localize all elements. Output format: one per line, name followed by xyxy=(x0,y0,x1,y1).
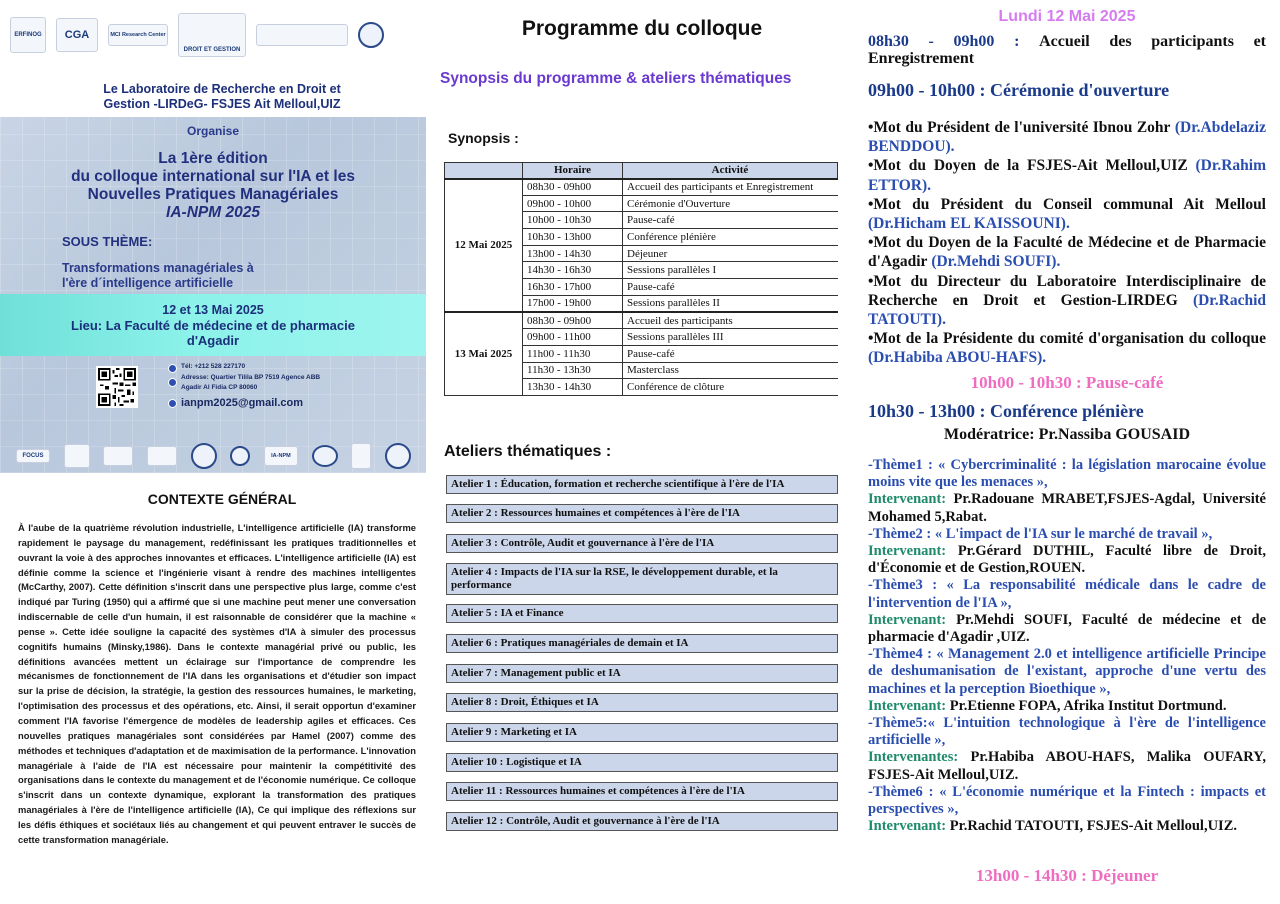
email-row[interactable] xyxy=(168,397,303,409)
sous-theme-label: SOUS THÈME: xyxy=(62,234,153,249)
contexte-body: À l'aube de la quatrième révolution industrielle, L'intelligence artificielle (IA) transforme rapidement le paysage du management, redéfinissant les pratiques traditionnelles et ouvrant la voie à des approches innovantes et efficaces. L'intelligence artificielle (IA) est définie comme la science et l'ingénierie visant à rendre des machines intelligentes (McCarthy, 2007). Cette définition s'inscrit dans une perspective plus large, comme c'est indiqué par Turing (1950) qui a affirmé que si une machine peut mener une conversation indiscernable de celle d'un humain, il est raisonnable de considérer que la machine « pense ». Cette idée souligne la capacité des systèmes d'IA à simuler des processus cognitifs humains (Minsky,1986). Dans le contexte managérial privé ou public, les définitions avancées mettent un éclairage sur l'importance de comprendre les mécanismes de fonctionnement de l'IA dans les organisations et d'étudier son impact sur la prise de décision, la stratégie, la gestion des ressources humaines, le marketing, l'optimisation des processus et des opérations, etc. Ainsi, il serait opportun d'examiner comment l'IA favorise l'émergence de modèles de leadership agiles et efficaces. Ces nouvelles pratiques managériales sont considérées par Hamel (2007) comme des méthodes et techniques d'adaptation et de maximisation de la performance. L'innovation managériale à l'aide de l'IA est nécessaire pour maintenir la compétitivité des organisations dans le contexte du management et de l'économie numérique. Ce colloque s'inscrit dans un contexte dynamique, explorant la transformation des pratiques managériales à l'ère de l'intelligence artificielle (IA), Ce qui implique des réflexions sur les défis éthiques et sociétaux liés au changement et qui peuvent entraver le succès de cette transformation managériale. xyxy=(18,522,416,845)
theme-item xyxy=(868,526,1266,578)
ateliers-label: Ateliers thématiques : xyxy=(444,443,612,460)
event-location: Lieu: La Faculté de médecine et de pharmacie d'Agadir xyxy=(71,318,355,348)
schedule-day: 13 Mai 2025 xyxy=(445,312,523,395)
organise-label: Organise xyxy=(186,124,240,138)
partner-logo-10 xyxy=(385,443,411,469)
speech-item: •Mot du Doyen de la Faculté de Médecine et de Pharmacie d'Agadir (Dr.Mehdi SOUFI). xyxy=(868,234,1266,271)
address-row: Adresse: Quartier Tilila BP 7519 Agence ABB Agadir Al Fidia CP 80060 xyxy=(168,373,320,393)
email-icon xyxy=(168,399,177,408)
col-horaire: Horaire xyxy=(523,163,623,179)
email-link[interactable]: ianpm2025@gmail.com xyxy=(181,397,303,409)
seal-logo xyxy=(358,22,384,48)
speech-item: •Mot de la Présidente du comité d'organisation du colloque (Dr.Habiba ABOU-HAFS). xyxy=(868,330,1266,367)
speaker-name: (Dr.Rachid TATOUTI). xyxy=(868,291,1267,329)
speech-item: •Mot du Doyen de la FSJES-Ait Melloul,UIZ (Dr.Rahim ETTOR). xyxy=(868,157,1266,194)
ceremonie-heading: 09h00 - 10h00 : Cérémonie d'ouverture xyxy=(868,80,1170,100)
schedule-activity: Sessions parallèles I xyxy=(623,262,838,279)
partner-logo-5 xyxy=(191,443,217,469)
schedule-time: 13h00 - 14h30 xyxy=(523,245,623,262)
speaker-name: (Dr.Abdelaziz BENDDOU). xyxy=(868,119,1266,156)
schedule-day: 12 Mai 2025 xyxy=(445,179,523,313)
moderatrice: Modératrice: Pr.Nassiba GOUSAID xyxy=(943,426,1191,443)
theme-title: -Thème3 : « La responsabilité médicale dans le cadre de l'intervention de l'IA », xyxy=(868,577,1266,611)
partner-logo-9 xyxy=(351,443,371,469)
schedule-time: 14h30 - 16h30 xyxy=(523,262,623,279)
theme-speaker: Intervenantes: Pr.Habiba ABOU-HAFS, Malika OUFARY, FSJES-Ait Melloul,UIZ. xyxy=(868,749,1266,783)
location-pin-icon xyxy=(168,378,177,387)
arabic-institution-logo xyxy=(256,24,348,46)
mci-logo: MCI Research Center xyxy=(108,24,168,46)
focus-logo: FOCUS xyxy=(16,449,50,463)
schedule-activity: Conférence plénière xyxy=(623,229,838,246)
schedule-time: 17h00 - 19h00 xyxy=(523,295,623,312)
partner-logo-6 xyxy=(230,446,250,466)
qr-code[interactable] xyxy=(96,366,138,408)
theme-speaker: Intervenant: Pr.Radouane MRABET,FSJES-Agdal, Université Mohamed 5,Rabat. xyxy=(868,491,1266,525)
schedule-row xyxy=(445,179,838,196)
theme-item xyxy=(868,457,1266,526)
speaker-name: (Dr.Habiba ABOU-HAFS). xyxy=(868,349,1047,367)
schedule-activity: Pause-café xyxy=(623,212,838,229)
contexte-title: CONTEXTE GÉNÉRAL xyxy=(147,491,297,507)
header-logos xyxy=(10,10,420,60)
atelier-item: Atelier 10 : Logistique et IA xyxy=(446,753,838,772)
conference-themes xyxy=(868,457,1266,835)
schedule-activity: Accueil des participants xyxy=(623,312,838,329)
date-location-band xyxy=(0,294,426,356)
event-dates: 12 et 13 Mai 2025 xyxy=(162,303,264,317)
theme-item xyxy=(868,577,1266,646)
speaker-name: (Dr.Mehdi SOUFI). xyxy=(931,253,1061,271)
atelier-item: Atelier 9 : Marketing et IA xyxy=(446,723,838,742)
synopsis-subtitle: Synopsis du programme & ateliers thématiques xyxy=(440,70,792,87)
atelier-item: Atelier 4 : Impacts de l'IA sur la RSE, le développement durable, et la performance xyxy=(446,563,838,595)
theme-title: -Thème5:« L'intuition technologique à l'ère de l'intelligence artificielle », xyxy=(868,715,1266,749)
speech-item: •Mot du Président du Conseil communal Ait Melloul (Dr.Hicham EL KAISSOUNI). xyxy=(868,195,1266,233)
schedule-activity: Pause-café xyxy=(623,345,838,362)
partner-logo-3 xyxy=(103,446,133,466)
opening-speeches xyxy=(868,118,1266,368)
atelier-item: Atelier 11 : Ressources humaines et compétences à l'ère de l'IA xyxy=(446,782,838,801)
schedule-time: 09h00 - 11h00 xyxy=(523,329,623,346)
theme-speaker: Intervenant: Pr.Etienne FOPA, Afrika Institut Dortmund. xyxy=(868,697,1227,714)
theme-title: -Thème6 : « L'économie numérique et la Fintech : impacts et perspectives », xyxy=(868,783,1266,818)
schedule-header-row xyxy=(445,163,838,179)
schedule-time: 16h30 - 17h00 xyxy=(523,279,623,296)
schedule-activity: Cérémonie d'Ouverture xyxy=(623,195,838,212)
schedule-body xyxy=(445,179,838,396)
col-activite: Activité xyxy=(623,163,838,179)
schedule-table xyxy=(444,162,838,396)
atelier-item: Atelier 1 : Éducation, formation et recherche scientifique à l'ère de l'IA xyxy=(446,475,838,494)
cga-logo: CGA xyxy=(56,18,98,52)
atelier-item: Atelier 6 : Pratiques managériales de demain et IA xyxy=(446,634,838,653)
schedule-activity: Masterclass xyxy=(623,362,838,379)
droit-gestion-logo: DROIT ET GESTION xyxy=(178,13,246,57)
atelier-item: Atelier 12 : Contrôle, Audit et gouvernance à l'ère de l'IA xyxy=(446,812,838,831)
schedule-time: 10h00 - 10h30 xyxy=(523,212,623,229)
schedule-activity: Sessions parallèles II xyxy=(623,295,838,312)
theme-item xyxy=(868,784,1266,836)
partner-logos xyxy=(16,442,411,470)
left-column xyxy=(0,0,426,904)
edition-title: La 1ère édition du colloque international sur l'IA et les Nouvelles Pratiques Managériales IA-NPM 2025 xyxy=(71,150,355,221)
theme-speaker: Intervenant: Pr.Rachid TATOUTI, FSJES-Ait Melloul,UIZ. xyxy=(868,818,1237,835)
schedule-time: 09h00 - 10h00 xyxy=(523,195,623,212)
schedule-activity: Accueil des participants et Enregistrement xyxy=(623,179,838,196)
schedule-time: 10h30 - 13h00 xyxy=(523,229,623,246)
schedule-time: 08h30 - 09h00 xyxy=(523,312,623,329)
atelier-item: Atelier 3 : Contrôle, Audit et gouvernance à l'ère de l'IA xyxy=(446,534,838,553)
day-title: Lundi 12 Mai 2025 xyxy=(998,8,1136,25)
phone-icon xyxy=(168,364,177,373)
event-banner xyxy=(0,117,426,473)
schedule-time: 08h30 - 09h00 xyxy=(523,179,623,196)
accueil-item: 08h30 - 09h00 : Accueil des participants et Enregistrement xyxy=(868,33,1267,67)
sous-theme-text: Transformations managériales à l'ère d´intelligence artificielle xyxy=(62,261,254,290)
lab-title: Le Laboratoire de Recherche en Droit et Gestion -LIRDeG- FSJES Ait Melloul,UIZ xyxy=(103,82,341,111)
erfinog-logo: ERFINOG xyxy=(10,17,46,53)
dejeuner-heading: 13h00 - 14h30 : Déjeuner xyxy=(975,866,1159,885)
pause-cafe-heading: 10h00 - 10h30 : Pause-café xyxy=(970,373,1164,392)
schedule-activity: Sessions parallèles III xyxy=(623,329,838,346)
schedule-time: 13h30 - 14h30 xyxy=(523,379,623,396)
schedule-activity: Conférence de clôture xyxy=(623,379,838,396)
atelier-item: Atelier 7 : Management public et IA xyxy=(446,664,838,683)
speech-item: •Mot du Directeur du Laboratoire Interdisciplinaire de Recherche en Droit et Gestion-LIRDEG (Dr.Rachid TATOUTI). xyxy=(868,272,1267,329)
speaker-name: (Dr.Hicham EL KAISSOUNI). xyxy=(868,215,1070,233)
partner-logo-8 xyxy=(312,445,338,467)
theme-speaker: Intervenant: Pr.Mehdi SOUFI, Faculté de médecine et de pharmacie d'Agadir ,UIZ. xyxy=(868,611,1267,646)
schedule-activity: Déjeuner xyxy=(623,245,838,262)
theme-title: -Thème4 : « Management 2.0 et intelligence artificielle Principe de deshumanisation de l'existant, approche d'une vertu des machines et la perception Bioethique », xyxy=(868,646,1266,697)
ia-npm-logo: IA-NPM xyxy=(264,446,298,466)
schedule-time: 11h00 - 11h30 xyxy=(523,345,623,362)
theme-item xyxy=(868,715,1266,784)
partner-logo-2 xyxy=(64,444,90,468)
theme-title: -Thème1 : « Cybercriminalité : la législation marocaine évolue moins vite que les menaces », xyxy=(868,457,1266,491)
speech-item: •Mot du Président de l'université Ibnou Zohr (Dr.Abdelaziz BENDDOU). xyxy=(868,119,1266,156)
phone-row: Tél: +212 528 227170 xyxy=(168,363,245,373)
atelier-item: Atelier 8 : Droit, Éthiques et IA xyxy=(446,693,838,712)
programme-title: Programme du colloque xyxy=(521,17,763,40)
atelier-item: Atelier 2 : Ressources humaines et compétences à l'ère de l'IA xyxy=(446,504,838,523)
partner-logo-4 xyxy=(147,446,177,466)
theme-speaker: Intervenant: Pr.Gérard DUTHIL, Faculté libre de Droit, d'Économie et de Gestion,ROUEN. xyxy=(868,543,1266,577)
conference-heading: 10h30 - 13h00 : Conférence plénière xyxy=(868,401,1144,421)
atelier-item: Atelier 5 : IA et Finance xyxy=(446,604,838,623)
speaker-name: (Dr.Rahim ETTOR). xyxy=(868,157,1266,194)
schedule-time: 11h30 - 13h30 xyxy=(523,362,623,379)
theme-title: -Thème2 : « L'impact de l'IA sur le marché de travail », xyxy=(868,525,1213,542)
synopsis-label: Synopsis : xyxy=(448,130,519,146)
theme-item xyxy=(868,646,1266,715)
schedule-activity: Pause-café xyxy=(623,279,838,296)
schedule-row xyxy=(445,312,838,329)
